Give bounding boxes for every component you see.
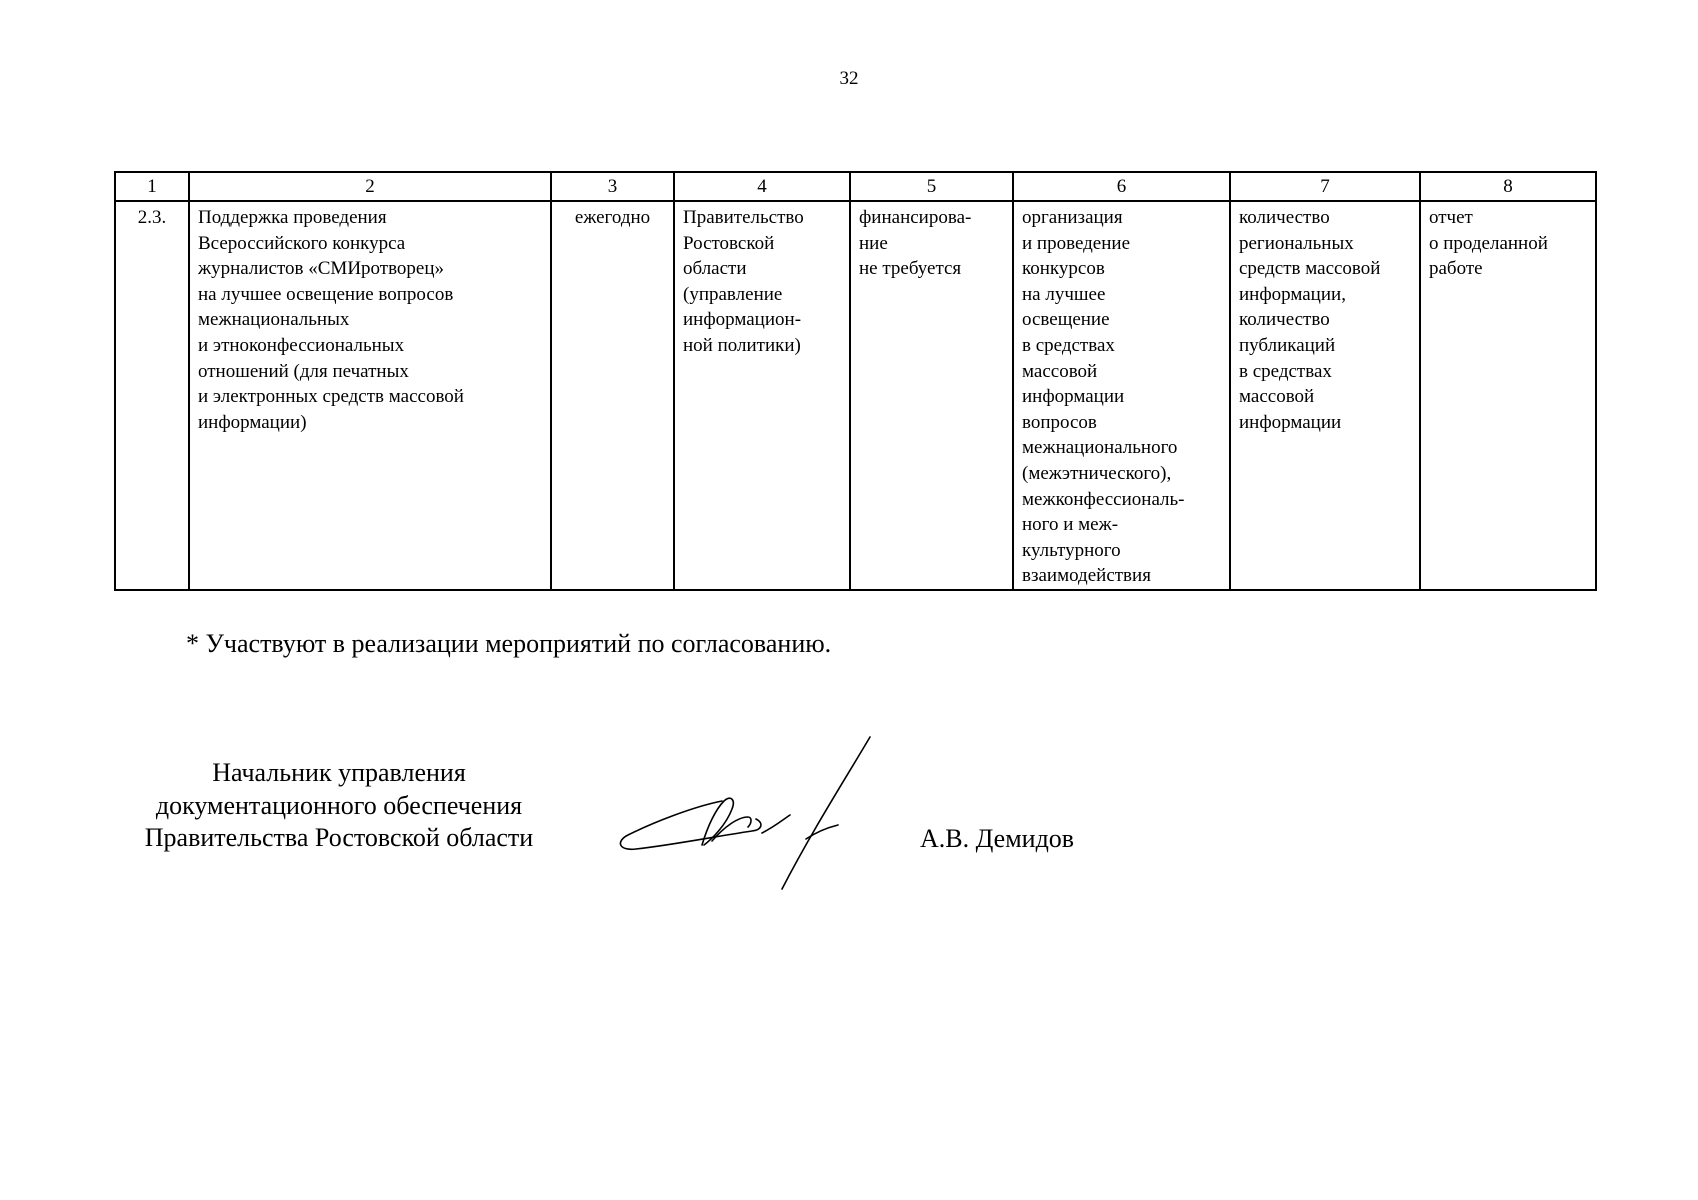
cell-text-line: финансирова-: [859, 207, 972, 228]
cell-text-line: журналистов «СМИротворец»: [198, 258, 445, 280]
cell-text-line: ние: [859, 232, 888, 254]
cell-text-line: информации: [1239, 411, 1342, 433]
cell-text-line: области: [683, 258, 747, 280]
cell-text-line: межнационального: [1022, 437, 1178, 459]
deadline-cell: [551, 201, 674, 590]
cell-text-line: Всероссийского конкурса: [198, 232, 406, 254]
cell-text-line: на лучшее: [1022, 283, 1106, 305]
cell-text-line: количество: [1239, 207, 1330, 228]
cell-text-line: (управление: [683, 283, 783, 305]
cell-text-line: работе: [1429, 258, 1483, 280]
column-header-3: 3: [551, 172, 674, 201]
column-header-7: 7: [1230, 172, 1420, 201]
report-form-cell: [1420, 201, 1596, 590]
cell-text-line: информации,: [1239, 283, 1346, 305]
cell-text-line: ного и меж-: [1022, 514, 1119, 536]
cell-text-line: о проделанной: [1429, 232, 1548, 254]
cell-text-line: конкурсов: [1022, 258, 1105, 280]
cell-text-line: на лучшее освещение вопросов: [198, 283, 454, 305]
cell-text-line: в средствах: [1022, 334, 1115, 356]
column-header-1: 1: [115, 172, 189, 201]
cell-text-line: отношений (для печатных: [198, 360, 409, 382]
column-header-5: 5: [850, 172, 1013, 201]
cell-text-line: и электронных средств массовой: [198, 386, 464, 408]
signer-title-line: Правительства Ростовской области: [144, 823, 534, 852]
cell-text-line: массовой: [1239, 386, 1315, 408]
item-number-cell: [115, 201, 189, 590]
column-header-6: 6: [1013, 172, 1230, 201]
cell-text-line: культурного: [1022, 539, 1121, 561]
cell-text-line: 2.3.: [137, 207, 167, 228]
cell-text-line: межконфессиональ-: [1022, 488, 1185, 510]
cell-text-line: освещение: [1022, 309, 1110, 331]
cell-text-line: региональных: [1239, 232, 1354, 254]
cell-text-line: и этноконфессиональных: [198, 334, 405, 356]
column-header-2: 2: [189, 172, 551, 201]
cell-text-line: организация: [1022, 207, 1123, 228]
cell-text-line: взаимодействия: [1022, 565, 1151, 587]
cell-text-line: Правительство: [683, 207, 804, 228]
cell-text-line: публикаций: [1239, 334, 1336, 356]
cell-text-line: межнациональных: [198, 309, 350, 331]
signer-title: [114, 757, 564, 855]
expected-result-cell: [1013, 201, 1230, 590]
signer-title-line: Начальник управления: [212, 758, 466, 787]
table-header-row: [115, 172, 1596, 201]
column-header-8: 8: [1420, 172, 1596, 201]
table-row: [115, 201, 1596, 590]
cell-text-line: ной политики): [683, 334, 801, 356]
footnote: * Участвуют в реализации мероприятий по согласованию.: [186, 629, 832, 658]
cell-text-line: Ростовской: [683, 232, 775, 254]
cell-text-line: количество: [1239, 309, 1330, 331]
cell-text-line: не требуется: [859, 258, 962, 280]
cell-text-line: информации: [1022, 386, 1125, 408]
activity-name-cell: [189, 201, 551, 590]
activity-table: [114, 171, 1597, 591]
cell-text-line: вопросов: [1022, 411, 1097, 433]
cell-text-line: информацион-: [683, 309, 802, 331]
cell-text-line: и проведение: [1022, 232, 1130, 254]
cell-text-line: ежегодно: [574, 207, 651, 228]
signer-name: А.В. Демидов: [920, 824, 1075, 853]
cell-text-line: средств массовой: [1239, 258, 1381, 280]
cell-text-line: массовой: [1022, 360, 1098, 382]
signature-icon: [612, 735, 912, 895]
cell-text-line: отчет: [1429, 207, 1473, 228]
signer-title-line: документационного обеспечения: [155, 790, 523, 820]
cell-text-line: в средствах: [1239, 360, 1332, 382]
indicator-cell: [1230, 201, 1420, 590]
funding-cell: [850, 201, 1013, 590]
responsible-cell: [674, 201, 850, 590]
cell-text-line: (межэтнического),: [1022, 462, 1172, 484]
column-header-4: 4: [674, 172, 850, 201]
cell-text-line: информации): [198, 411, 307, 433]
cell-text-line: Поддержка проведения: [198, 207, 387, 228]
page-number: 32: [839, 68, 859, 89]
